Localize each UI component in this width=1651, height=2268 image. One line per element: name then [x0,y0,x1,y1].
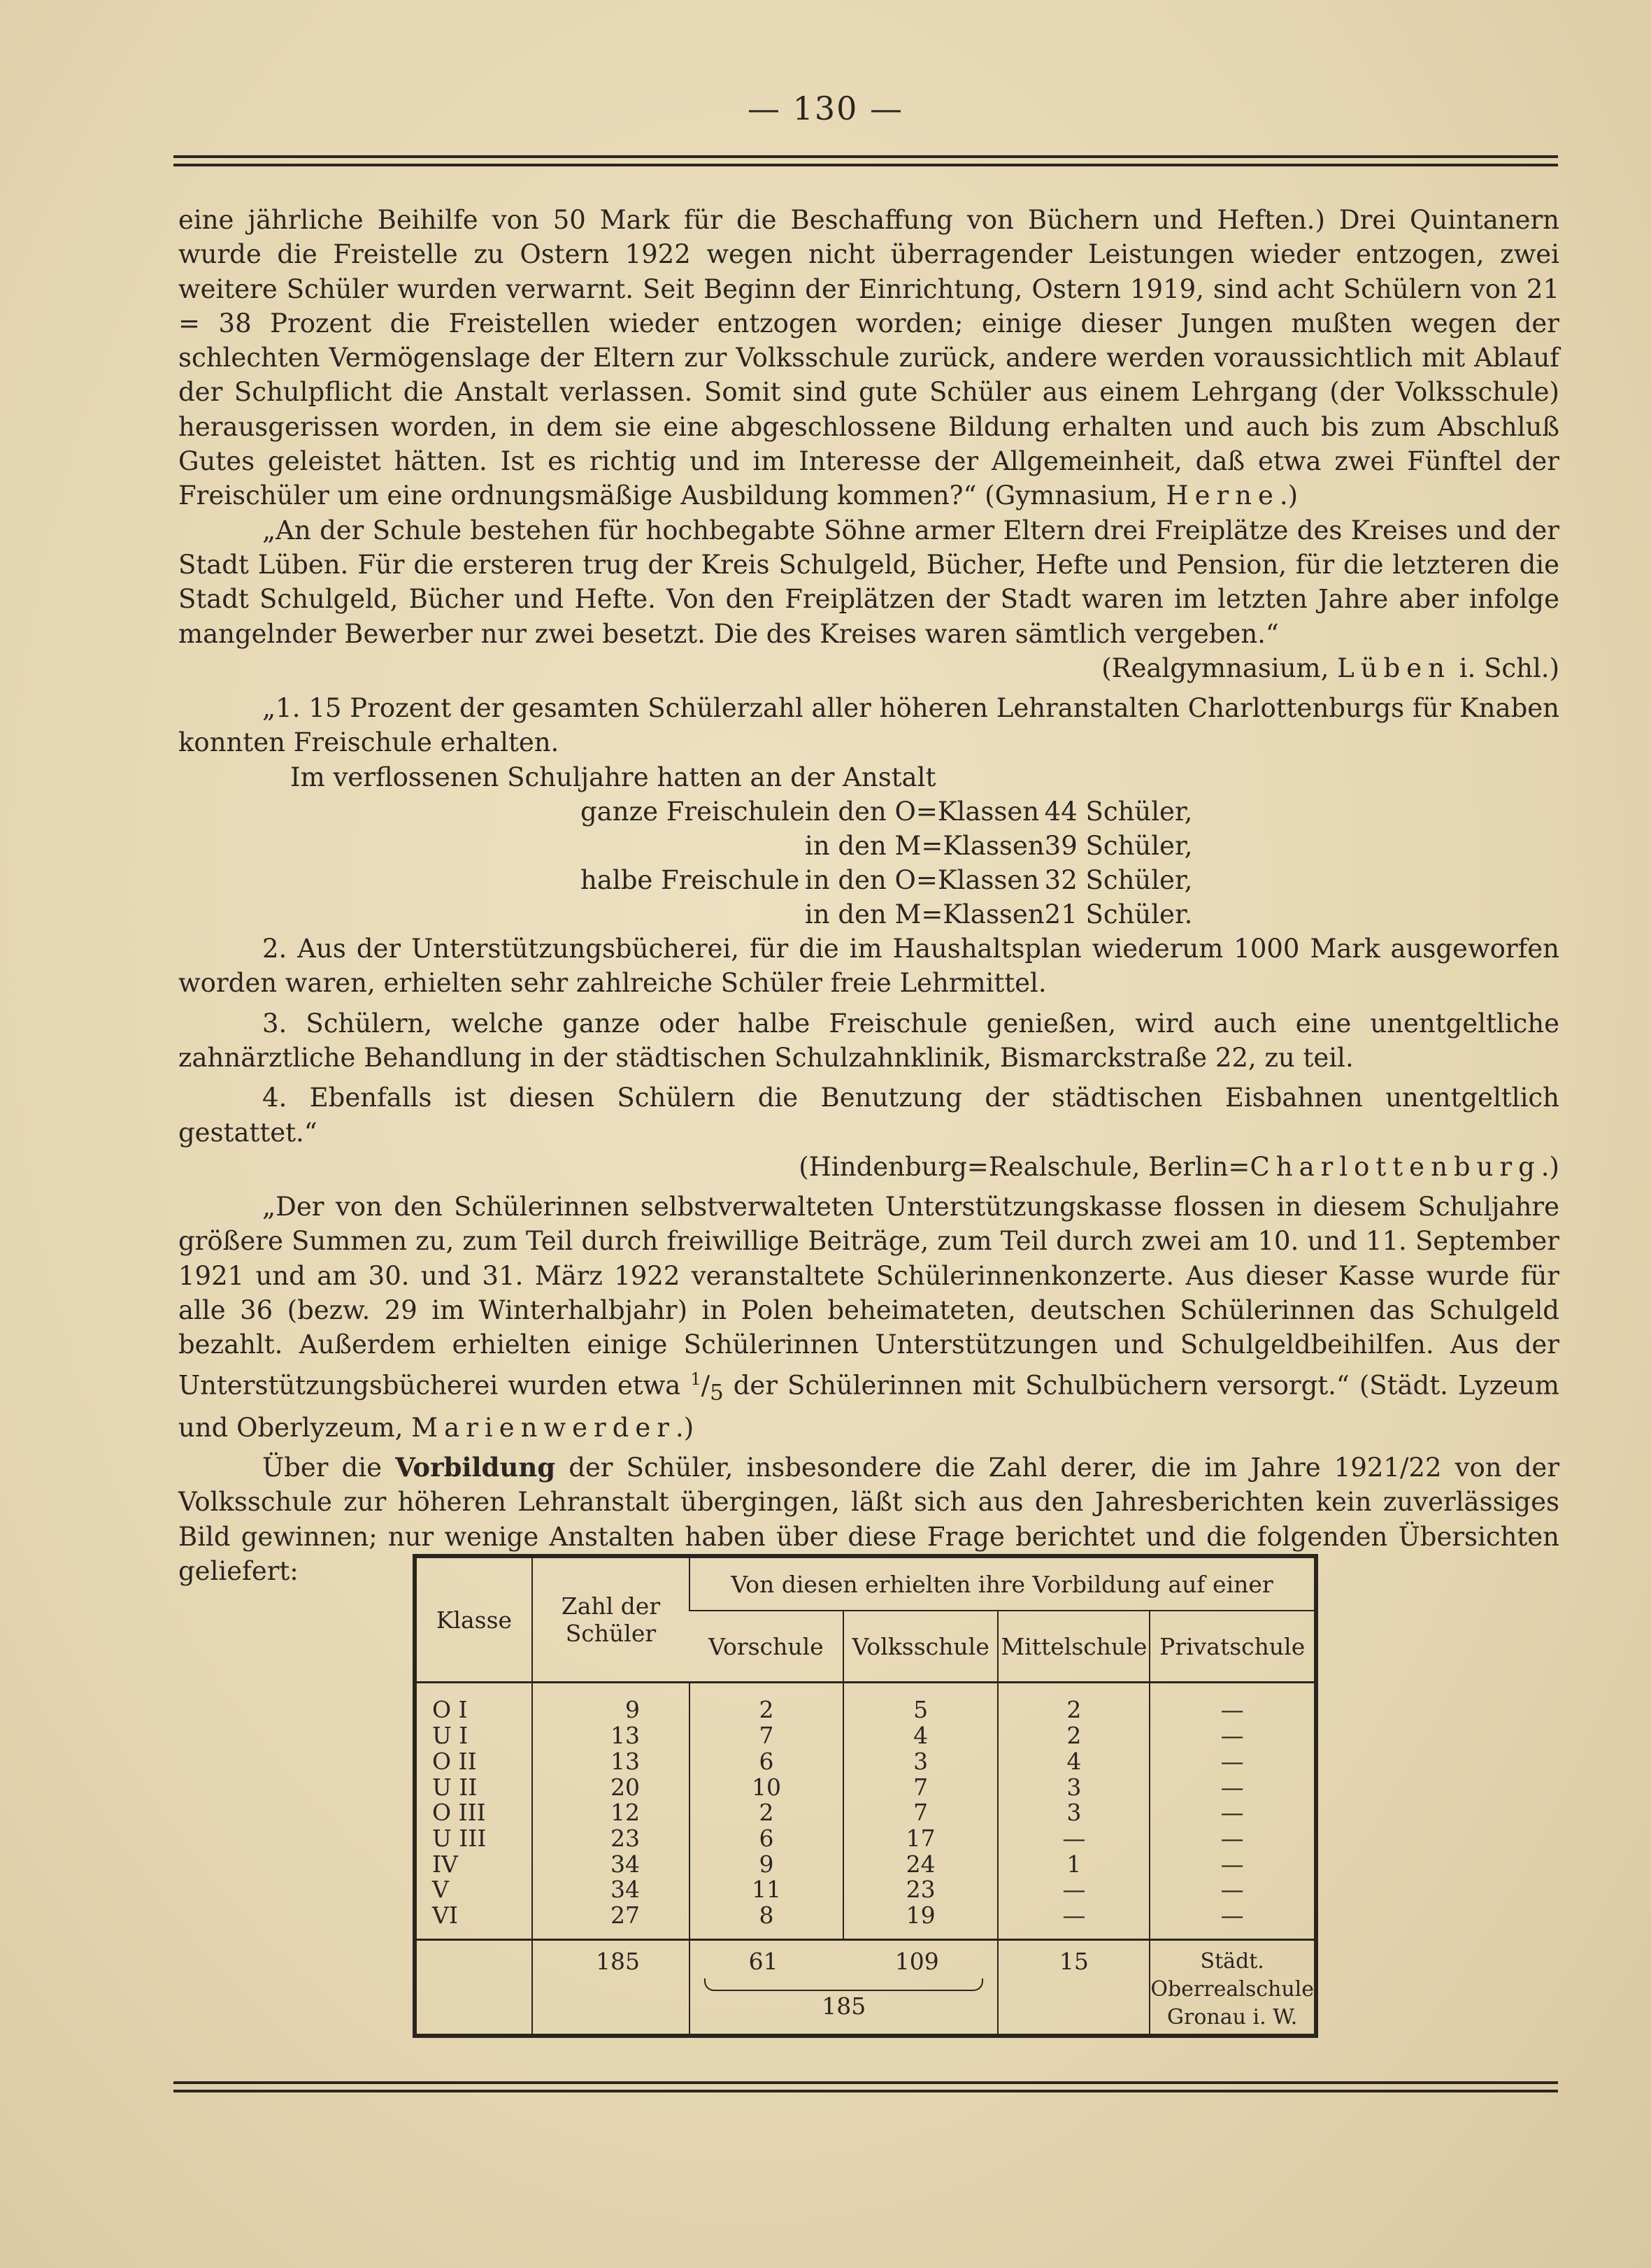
table-row: U I 13 7 4 2 — [415,1723,1316,1749]
sum-volksschule: 109 [894,1948,939,1976]
header-vorschule: Vorschule [689,1611,843,1683]
page-number: — 130 — [747,90,904,127]
sum-combined: 185 [822,1992,866,2020]
paragraph: „An der Schule bestehen für hochbegabte Söhne armer Eltern drei Freiplätze des Kreises und der Stadt Lüben. Für die ersteren trug der Kreis Schulgeld, Bücher, Hefte und Pension, für die letzteren die Stadt Schulgeld, Bücher und Hefte. Von den Freiplätzen der Stadt waren im letzten Jahre aber infolge mangelnder Bewerber nur zwei besetzt. Die des Kreises waren sämtlich vergeben.“ [178,515,1559,649]
header-rule [173,155,1558,166]
footer-rule [173,2081,1558,2092]
table-sum-row: 185 61 109 185 15 Städt. Oberrealschule Gronau i. W. [415,1940,1316,2036]
table-row: O I 9 2 5 2 — [415,1683,1316,1724]
source-citation: (Realgymnasium, Lüben i. Schl.) [1101,652,1559,683]
table-row: VI 27 8 19 — — [415,1903,1316,1940]
table-row: U III 23 6 17 — — [415,1826,1316,1852]
header-klasse: Klasse [415,1556,532,1683]
paragraph: „Der von den Schülerinnen selbstverwalteten Unterstützungskasse flossen in diesem Schuljahre größere Summen zu, zum Teil durch freiwillige Beiträge, zum Teil durch zwei am 10. und 11. September 1921 und am 30. und 31. März 1922 veranstaltete Schülerinnenkonzerte. Aus dieser Kasse wurde für alle 36 (bezw. 29 im Winterhalbjahr) in Polen beheimateten, deutschen Schülerinnen das Schulgeld bezahlt. Außerdem erhielten einige Schülerinnen Unterstützungen und Schulgeldbeihilfen. Aus der Unterstützungsbücherei wurden etwa $^1/_5$ der Schülerinnen mit Schulbüchern versorgt.“ (Städt. Lyzeum und Oberlyzeum, Marienwerder.) [178,1192,1559,1443]
table-row: O III 12 2 7 3 — [415,1800,1316,1826]
table-row: O II 13 6 3 4 — [415,1749,1316,1775]
paragraph: eine jährliche Beihilfe von 50 Mark für die Beschaffung von Büchern und Heften.) Drei Quintanern wurde die Freistelle zu Ostern 1922 wegen nicht überragender Leistungen wieder entzogen, zwei weitere Schüler wurden verwarnt. Seit Beginn der Einrichtung, Ostern 1919, sind acht Schülern von 21 = 38 Prozent die Freistellen wieder entzogen worden; einige dieser Jungen mußten wegen der schlechten Vermögenslage der Eltern zur Volksschule zurück, andere werden voraussichtlich mit Ablauf der Schulpflicht die Anstalt verlassen. Somit sind gute Schüler aus einem Lehrgang (der Volksschule) herausgerissen worden, in dem sie eine abgeschlossene Bildung erhalten und auch bis zum Abschluß Gutes geleistet hätten. Ist es richtig und im Interesse der Allgemeinheit, daß etwa zwei Fünftel der Freischüler um eine ordnungsmäßige Ausbildung kommen?“ (Gymnasium, Herne.) [178,205,1559,511]
body-text [178,203,1559,1588]
table-row: V 34 11 23 — — [415,1877,1316,1903]
list-item: ganze Freischule in den O=Klassen 44 Schüler, [580,797,1193,827]
header-group: Von diesen erhielten ihre Vorbildung auf einer [689,1556,1316,1611]
brace [704,1978,983,1991]
list-item: halbe Freischule in den O=Klassen 32 Schüler, [580,865,1193,896]
header-volksschule: Volksschule [843,1611,999,1683]
freischule-list [580,794,1192,932]
paragraph: 3. Schülern, welche ganze oder halbe Freischule genießen, wird auch eine unentgeltliche zahnärztliche Behandlung in der städtischen Schulzahnklinik, Bismarckstraße 22, zu teil. [178,1008,1559,1073]
list-intro: Im verflossenen Schuljahre hatten an der Anstalt [290,762,936,792]
header-mittelschule: Mittelschule [998,1611,1150,1683]
sum-mittelschule: 15 [998,1940,1150,2036]
header-privatschule: Privatschule [1150,1611,1316,1683]
vorbildung-table [413,1554,1318,2038]
table-row: IV 34 9 24 1 — [415,1852,1316,1878]
list-item: in den M=Klassen 39 Schüler, [804,831,1193,862]
paragraph: 2. Aus der Unterstützungsbücherei, für die im Haushaltsplan wiederum 1000 Mark ausgeworfen worden waren, erhielten sehr zahlreiche Schüler freie Lehrmittel. [178,934,1559,999]
table-row: U II 20 10 7 3 — [415,1775,1316,1801]
table-source-note: Städt. Oberrealschule Gronau i. W. [1150,1940,1316,2036]
paragraph: 4. Ebenfalls ist diesen Schülern die Benutzung der städtischen Eisbahnen unentgeltlich gestattet.“ [178,1083,1559,1148]
list-item: in den M=Klassen 21 Schüler. [804,899,1193,930]
paragraph: Über die Vorbildung der Schüler, insbesondere die Zahl derer, die im Jahre 1921/22 von der Volksschule zur höheren Lehranstalt übergingen, läßt sich aus den Jahresberichten kein zuverlässiges Bild gewinnen; nur wenige Anstalten haben über diese Frage berichtet und die folgenden Übersichten geliefert: [178,1451,1560,1586]
paragraph: „1. 15 Prozent der gesamten Schülerzahl aller höheren Lehranstalten Charlottenburgs für Knaben konnten Freischule erhalten. [178,693,1559,758]
sum-vorschule: 61 [748,1948,778,1976]
header-zahl: Zahl der Schüler [532,1556,689,1683]
source-citation: (Hindenburg=Realschule, Berlin=Charlottenburg.) [799,1151,1559,1182]
